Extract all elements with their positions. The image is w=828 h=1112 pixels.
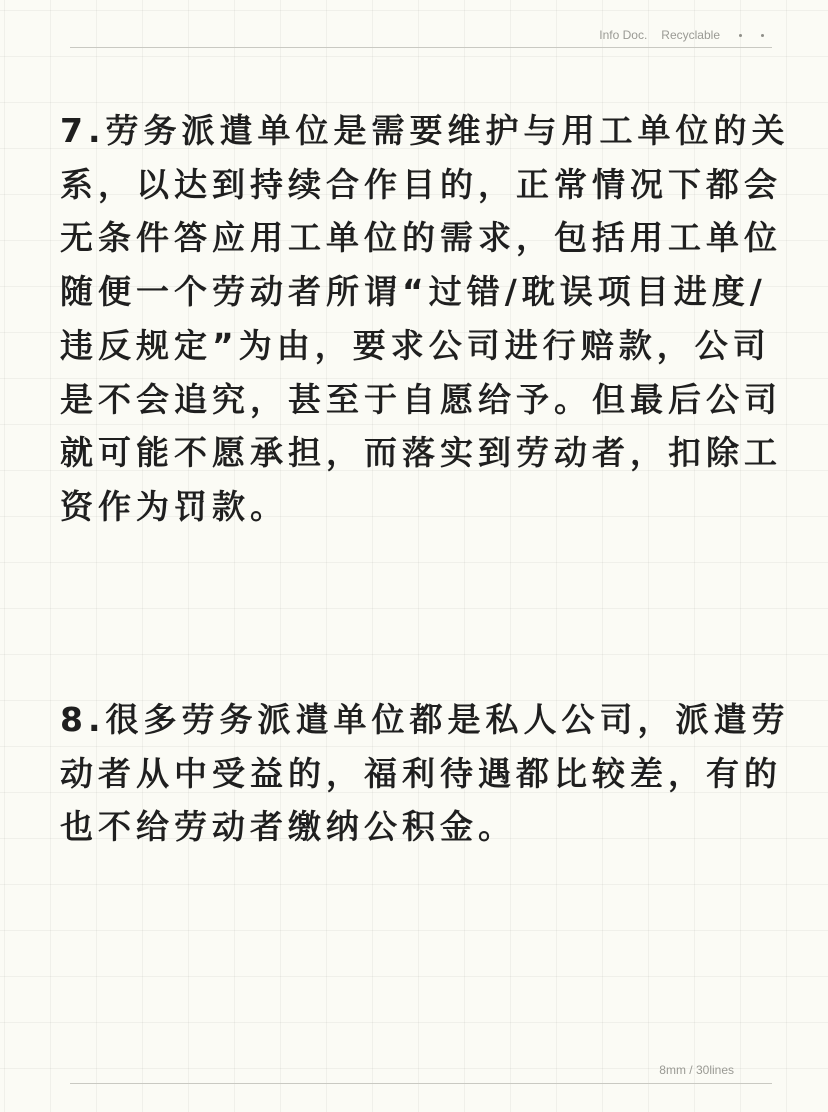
footer-divider (70, 1083, 772, 1084)
header-divider (70, 47, 772, 48)
page-header (70, 26, 772, 48)
dot-icon (739, 34, 742, 37)
page-spec-label: 8mm / 30lines (659, 1063, 734, 1077)
recyclable-label: Recyclable (661, 28, 720, 42)
info-doc-label: Info Doc. (599, 28, 648, 42)
dot-icon (761, 34, 764, 37)
header-meta (599, 28, 764, 42)
paragraph-7: 7.劳务派遣单位是需要维护与用工单位的关系，以达到持续合作目的，正常情况下都会无条件答应用工单位的需求，包括用工单位随便一个劳动者所谓“过错/耽误项目进度/违反规定”为由，要求公司进行赔款，公司是不会追究，甚至于自愿给予。但最后公司就可能不愿承担，而落实到劳动者，扣除工资作为罚款。 (60, 111, 790, 526)
paragraph-8: 8.很多劳务派遣单位都是私人公司，派遣劳动者从中受益的，福利待遇都比较差，有的也不给劳动者缴纳公积金。 (60, 700, 790, 847)
